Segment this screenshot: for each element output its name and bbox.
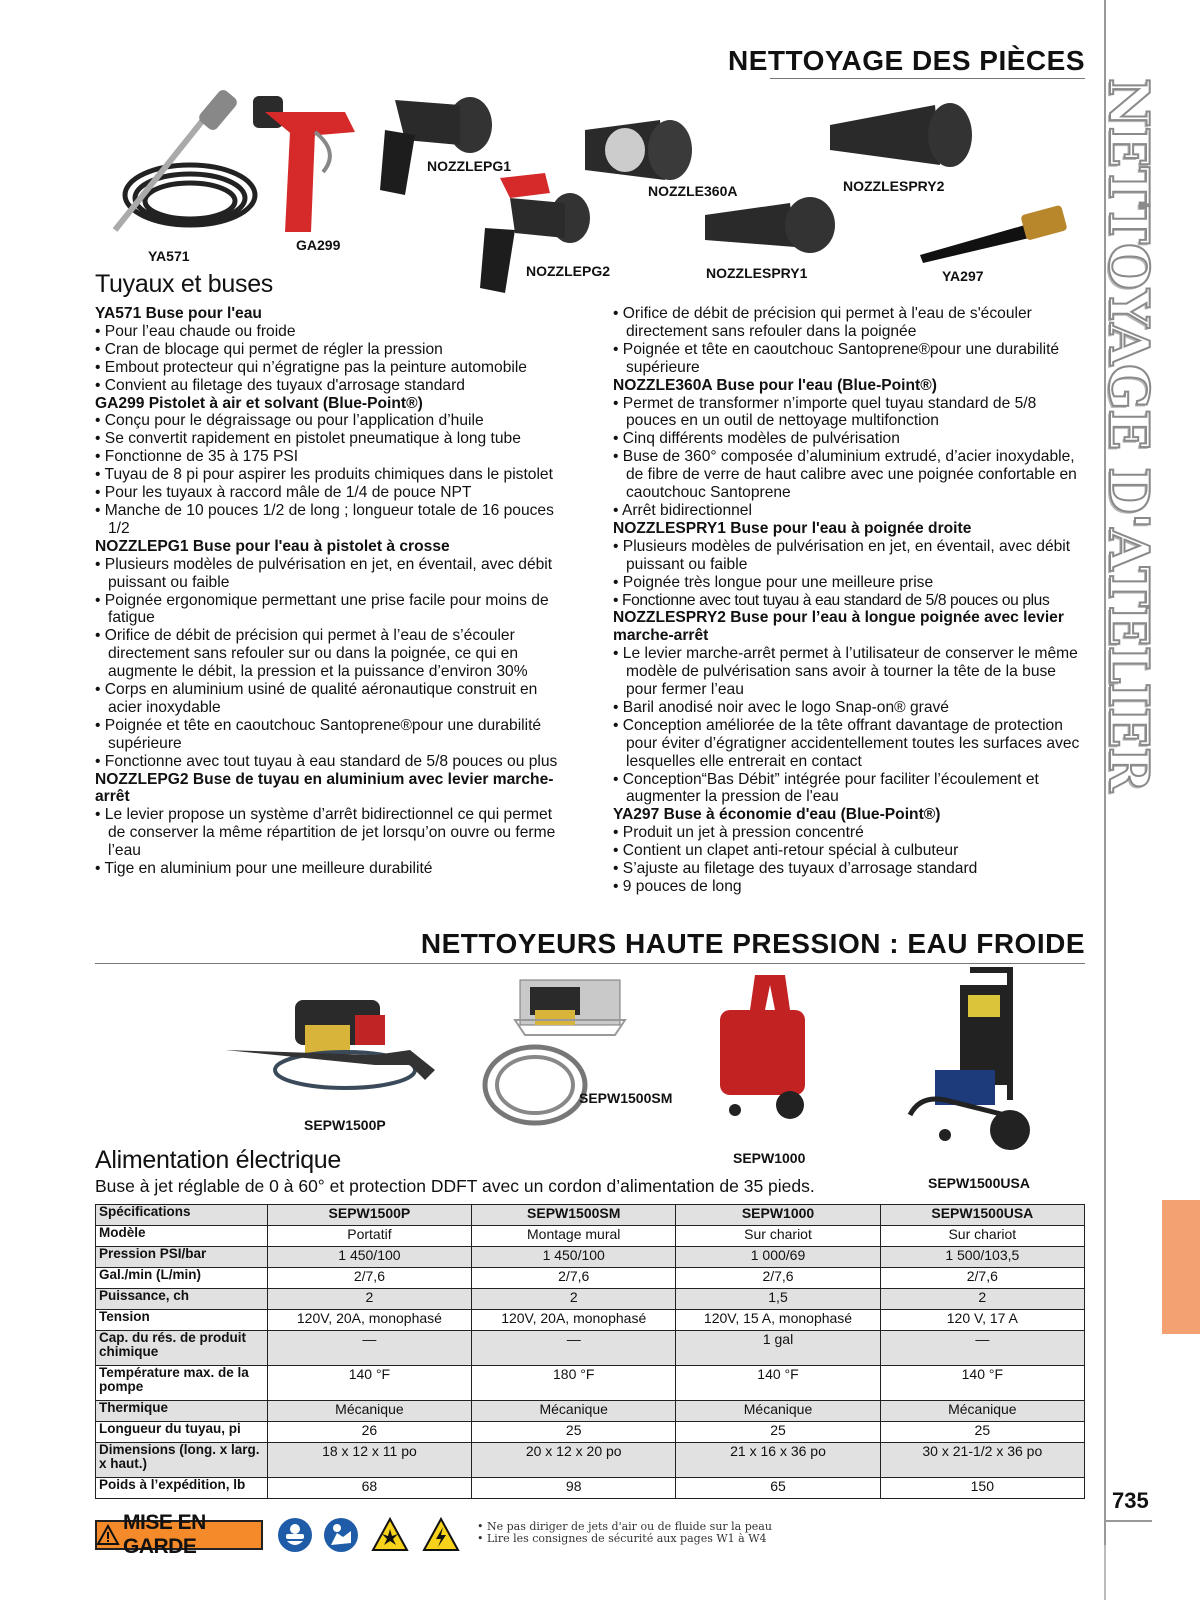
bullet: • Manche de 10 pouces 1/2 de long ; longueur totale de 16 pouces 1/2 <box>95 502 565 538</box>
table-row <box>96 1310 1085 1331</box>
bullet: • Conception“Bas Débit” intégrée pour faciliter l’écoulement et augmenter la pression de l'eau <box>613 771 1088 807</box>
product-title: YA571 Buse pour l'eau <box>95 305 262 322</box>
product-label-ya571: YA571 <box>148 248 190 264</box>
table-row-header: Tension <box>96 1310 268 1331</box>
table-row <box>96 1401 1085 1422</box>
table-cell: 25 <box>676 1422 880 1443</box>
ya297-nozzle-image <box>915 200 1075 265</box>
table-cell: 2/7,6 <box>880 1268 1084 1289</box>
table-row-header: Pression PSI/bar <box>96 1247 268 1268</box>
table-cell: 2 <box>880 1289 1084 1310</box>
table-row <box>96 1478 1085 1499</box>
bullet: • Poignée et tête en caoutchouc Santoprene®pour une durabilité supérieure <box>613 341 1088 377</box>
product-block-nozzlepg1 <box>95 538 565 771</box>
product-title: GA299 Pistolet à air et solvant (Blue-Point®) <box>95 394 423 412</box>
table-cell: 2/7,6 <box>676 1268 880 1289</box>
table-cell: 1,5 <box>676 1289 880 1310</box>
bullet: • Fonctionne avec tout tuyau à eau standard de 5/8 pouces ou plus <box>613 592 1088 610</box>
sepw1500p-image <box>225 995 445 1110</box>
table-row-header: Cap. du rés. de produit chimique <box>96 1331 268 1366</box>
table-row-header: Thermique <box>96 1401 268 1422</box>
nozzlespry2-image <box>825 95 975 175</box>
table-cell: 25 <box>472 1422 676 1443</box>
table-row <box>96 1268 1085 1289</box>
bullet: • Fonctionne de 35 à 175 PSI <box>95 448 565 466</box>
table-cell: Mécanique <box>267 1401 471 1422</box>
table-cell: 180 °F <box>472 1366 676 1401</box>
table-cell: 2/7,6 <box>472 1268 676 1289</box>
bullet: • Se convertit rapidement en pistolet pneumatique à long tube <box>95 430 565 448</box>
table-cell: 2/7,6 <box>267 1268 471 1289</box>
section-description: Buse à jet réglable de 0 à 60° et protection DDFT avec un cordon d’alimentation de 35 pieds. <box>95 1176 815 1196</box>
bullet: • Convient au filetage des tuyaux d'arrosage standard <box>95 377 565 395</box>
table-cell: 30 x 21-1/2 x 36 po <box>880 1443 1084 1478</box>
page-number-rule <box>1104 1520 1152 1522</box>
table-cell: Mécanique <box>880 1401 1084 1422</box>
table-cell: 1 000/69 <box>676 1247 880 1268</box>
table-header-cell: Spécifications <box>96 1205 268 1226</box>
specs-table <box>95 1204 1085 1499</box>
table-row-header: Température max. de la pompe <box>96 1366 268 1401</box>
table-row-header: Longueur du tuyau, pi <box>96 1422 268 1443</box>
warning-badge-text: MISE EN GARDE <box>123 1511 206 1558</box>
table-row <box>96 1289 1085 1310</box>
warning-badge <box>95 1511 263 1558</box>
product-label-sepw1500p: SEPW1500P <box>304 1117 386 1133</box>
table-header-row <box>96 1205 1085 1226</box>
table-cell: 1 450/100 <box>267 1247 471 1268</box>
table-header-cell: SEPW1000 <box>676 1205 880 1226</box>
bullet: • Cinq différents modèles de pulvérisation <box>613 430 1088 448</box>
bullet: • Arrêt bidirectionnel <box>613 502 1088 520</box>
bullet: • Orifice de débit de précision qui permet à l’eau de s’écouler directement sans refouler sur ou dans la poignée, ce qui en augmente le débit, la pression et la puissance d’environ 30% <box>95 627 565 681</box>
product-label-sepw1500usa: SEPW1500USA <box>928 1175 1030 1191</box>
section-color-tab <box>1162 1200 1200 1334</box>
table-cell: — <box>880 1331 1084 1366</box>
table-row-header: Poids à l’expédition, lb <box>96 1478 268 1499</box>
table-cell: — <box>267 1331 471 1366</box>
table-cell: 98 <box>472 1478 676 1499</box>
subtitle-hoses-nozzles: Tuyaux et buses <box>95 270 274 298</box>
table-cell: 1 500/103,5 <box>880 1247 1084 1268</box>
product-block-ga299 <box>95 395 565 538</box>
table-cell: Sur chariot <box>880 1226 1084 1247</box>
table-header-cell: SEPW1500SM <box>472 1205 676 1226</box>
warning-triangle-icon <box>97 1525 119 1545</box>
bullet: • Tuyau de 8 pi pour aspirer les produits chimiques dans le pistolet <box>95 466 565 484</box>
product-title: NOZZLEPG1 Buse pour l'eau à pistolet à crosse <box>95 537 450 555</box>
table-row-header: Dimensions (long. x larg. x haut.) <box>96 1443 268 1478</box>
table-header-cell: SEPW1500USA <box>880 1205 1084 1226</box>
bullet: • 9 pouces de long <box>613 878 1088 896</box>
side-rule-lower <box>1104 1545 1106 1600</box>
product-title: NOZZLESPRY2 Buse pour l’eau à longue poignée avec levier marche-arrêt <box>613 609 1064 645</box>
table-cell: 65 <box>676 1478 880 1499</box>
page-number: 735 <box>1112 1488 1149 1513</box>
section-title-pressure-washers: NETTOYEURS HAUTE PRESSION : EAU FROIDE <box>420 928 1085 959</box>
table-cell: — <box>472 1331 676 1366</box>
table-row <box>96 1366 1085 1401</box>
product-block-ya571 <box>95 305 565 395</box>
bullet: • Plusieurs modèles de pulvérisation en jet, en éventail, avec débit puissant ou faible <box>95 556 565 592</box>
table-row <box>96 1443 1085 1478</box>
bullet: • Contient un clapet anti-retour spécial à culbuteur <box>613 842 1088 860</box>
bullet: • Conçu pour le dégraissage ou pour l’application d’huile <box>95 412 565 430</box>
bullet: • Baril anodisé noir avec le logo Snap-on® gravé <box>613 699 1088 717</box>
table-row-header: Modèle <box>96 1226 268 1247</box>
product-block-nozzlepg2 <box>95 771 565 878</box>
table-cell: Mécanique <box>472 1401 676 1422</box>
product-label-sepw1000: SEPW1000 <box>733 1150 806 1166</box>
bullet: • Produit un jet à pression concentré <box>613 824 1088 842</box>
section-divider <box>770 78 1085 79</box>
table-row <box>96 1422 1085 1443</box>
electric-hazard-icon <box>423 1517 459 1553</box>
table-cell: 120V, 15 A, monophasé <box>676 1310 880 1331</box>
read-manual-icon <box>323 1517 359 1553</box>
product-title: NOZZLEPG2 Buse de tuyau en aluminium avec levier marche-arrêt <box>95 770 554 806</box>
product-block-ya297 <box>613 806 1088 896</box>
table-cell: 120V, 20A, monophasé <box>267 1310 471 1331</box>
bullet: • Embout protecteur qui n’égratigne pas la peinture automobile <box>95 359 565 377</box>
table-row <box>96 1226 1085 1247</box>
left-column <box>95 305 565 878</box>
bullet: • Tige en aluminium pour une meilleure durabilité <box>95 860 565 878</box>
bullet: • Le levier propose un système d’arrêt bidirectionnel ce qui permet de conserver la même répartition de jet lorsqu’on ouvre ou ferme l’eau <box>95 806 565 860</box>
bullet: • Buse de 360° composée d’aluminium extrudé, d’acier inoxydable, de fibre de verre de haut calibre avec une poignée confortable en caoutchouc Santoprene <box>613 448 1088 502</box>
table-cell: 140 °F <box>267 1366 471 1401</box>
ga299-gun-image <box>245 92 365 242</box>
product-title: YA297 Buse à économie d'eau (Blue-Point®) <box>613 806 941 824</box>
subtitle-electric-power: Alimentation électrique <box>95 1146 342 1174</box>
bullet: • Corps en aluminium usiné de qualité aéronautique construit en acier inoxydable <box>95 681 565 717</box>
explosion-hazard-icon <box>372 1517 408 1553</box>
table-row <box>96 1331 1085 1366</box>
product-label-nozzle360a: NOZZLE360A <box>648 183 738 199</box>
product-label-nozzlespry1: NOZZLESPRY1 <box>706 265 808 281</box>
bullet: • Poignée ergonomique permettant une prise facile pour moins de fatigue <box>95 592 565 628</box>
section-title-parts-cleaning: NETTOYAGE DES PIÈCES <box>728 45 1085 76</box>
table-cell: 120V, 20A, monophasé <box>472 1310 676 1331</box>
bullet: • Cran de blocage qui permet de régler la pression <box>95 341 565 359</box>
bullet: • Pour l’eau chaude ou froide <box>95 323 565 341</box>
bullet: • Orifice de débit de précision qui permet à l'eau de s'écouler directement sans refouler dans la poignée <box>613 305 1088 341</box>
table-cell: 1 450/100 <box>472 1247 676 1268</box>
product-block-nozzlespry2 <box>613 609 1088 806</box>
product-block-nozzle360a <box>613 377 1088 520</box>
product-label-nozzlepg2: NOZZLEPG2 <box>526 263 611 279</box>
sepw1000-image <box>715 970 815 1125</box>
table-cell: 120 V, 17 A <box>880 1310 1084 1331</box>
table-cell: 20 x 12 x 20 po <box>472 1443 676 1478</box>
bullet: • Pour les tuyaux à raccord mâle de 1/4 de pouce NPT <box>95 484 565 502</box>
table-cell: 18 x 12 x 11 po <box>267 1443 471 1478</box>
table-cell: Sur chariot <box>676 1226 880 1247</box>
safety-note: • Ne pas diriger de jets d'air ou de fluide sur la peau <box>477 1520 772 1533</box>
right-column <box>613 305 1088 896</box>
product-label-ga299: GA299 <box>296 237 341 253</box>
table-header-cell: SEPW1500P <box>267 1205 471 1226</box>
bullet: • S’ajuste au filetage des tuyaux d’arrosage standard <box>613 860 1088 878</box>
table-cell: 2 <box>472 1289 676 1310</box>
product-label-sepw1500sm: SEPW1500SM <box>579 1090 673 1106</box>
table-cell: 1 gal <box>676 1331 880 1366</box>
product-block-nozzlepg2-cont <box>613 305 1088 377</box>
safety-note: • Lire les consignes de sécurité aux pages W1 à W4 <box>477 1532 767 1545</box>
table-cell: 140 °F <box>880 1366 1084 1401</box>
safety-notes <box>477 1521 772 1545</box>
bullet: • Permet de transformer n’importe quel tuyau standard de 5/8 pouces en un outil de nettoyage multifonction <box>613 395 1088 431</box>
bullet: • Conception améliorée de la tête offrant davantage de protection pour éviter d’égratigner accidentellement toutes les surfaces avec lesquelles elle entrerait en contact <box>613 717 1088 771</box>
table-row-header: Gal./min (L/min) <box>96 1268 268 1289</box>
sepw1500usa-image <box>910 965 1030 1170</box>
bullet: • Plusieurs modèles de pulvérisation en jet, en éventail, avec débit puissant ou faible <box>613 538 1088 574</box>
product-label-nozzlespry2: NOZZLESPRY2 <box>843 178 945 194</box>
nozzlespry1-image <box>700 195 840 255</box>
table-cell: Montage mural <box>472 1226 676 1247</box>
product-label-nozzlepg1: NOZZLEPG1 <box>427 158 512 174</box>
table-cell: Portatif <box>267 1226 471 1247</box>
product-title: NOZZLESPRY1 Buse pour l'eau à poignée droite <box>613 519 972 537</box>
table-row <box>96 1247 1085 1268</box>
table-cell: 68 <box>267 1478 471 1499</box>
table-cell: 2 <box>267 1289 471 1310</box>
product-label-ya297: YA297 <box>942 268 984 284</box>
nozzle360a-image <box>580 115 700 185</box>
section-divider <box>95 963 1085 964</box>
product-block-nozzlespry1 <box>613 520 1088 610</box>
eye-protection-icon <box>277 1517 313 1553</box>
bullet: • Fonctionne avec tout tuyau à eau standard de 5/8 pouces ou plus <box>95 753 565 771</box>
product-title: NOZZLE360A Buse pour l'eau (Blue-Point®) <box>613 376 937 394</box>
bullet: • Poignée très longue pour une meilleure prise <box>613 574 1088 592</box>
bullet: • Le levier marche-arrêt permet à l’utilisateur de conserver le même modèle de pulvérisation sans avoir à tourner la tête de la buse pour fermer l’eau <box>613 645 1088 699</box>
table-cell: 140 °F <box>676 1366 880 1401</box>
table-cell: 150 <box>880 1478 1084 1499</box>
table-cell: 25 <box>880 1422 1084 1443</box>
side-tab-title: NETTOYAGE D'ATELIER <box>1097 78 1161 791</box>
table-cell: 26 <box>267 1422 471 1443</box>
bullet: • Poignée et tête en caoutchouc Santoprene®pour une durabilité supérieure <box>95 717 565 753</box>
table-cell: Mécanique <box>676 1401 880 1422</box>
table-cell: 21 x 16 x 36 po <box>676 1443 880 1478</box>
table-row-header: Puissance, ch <box>96 1289 268 1310</box>
